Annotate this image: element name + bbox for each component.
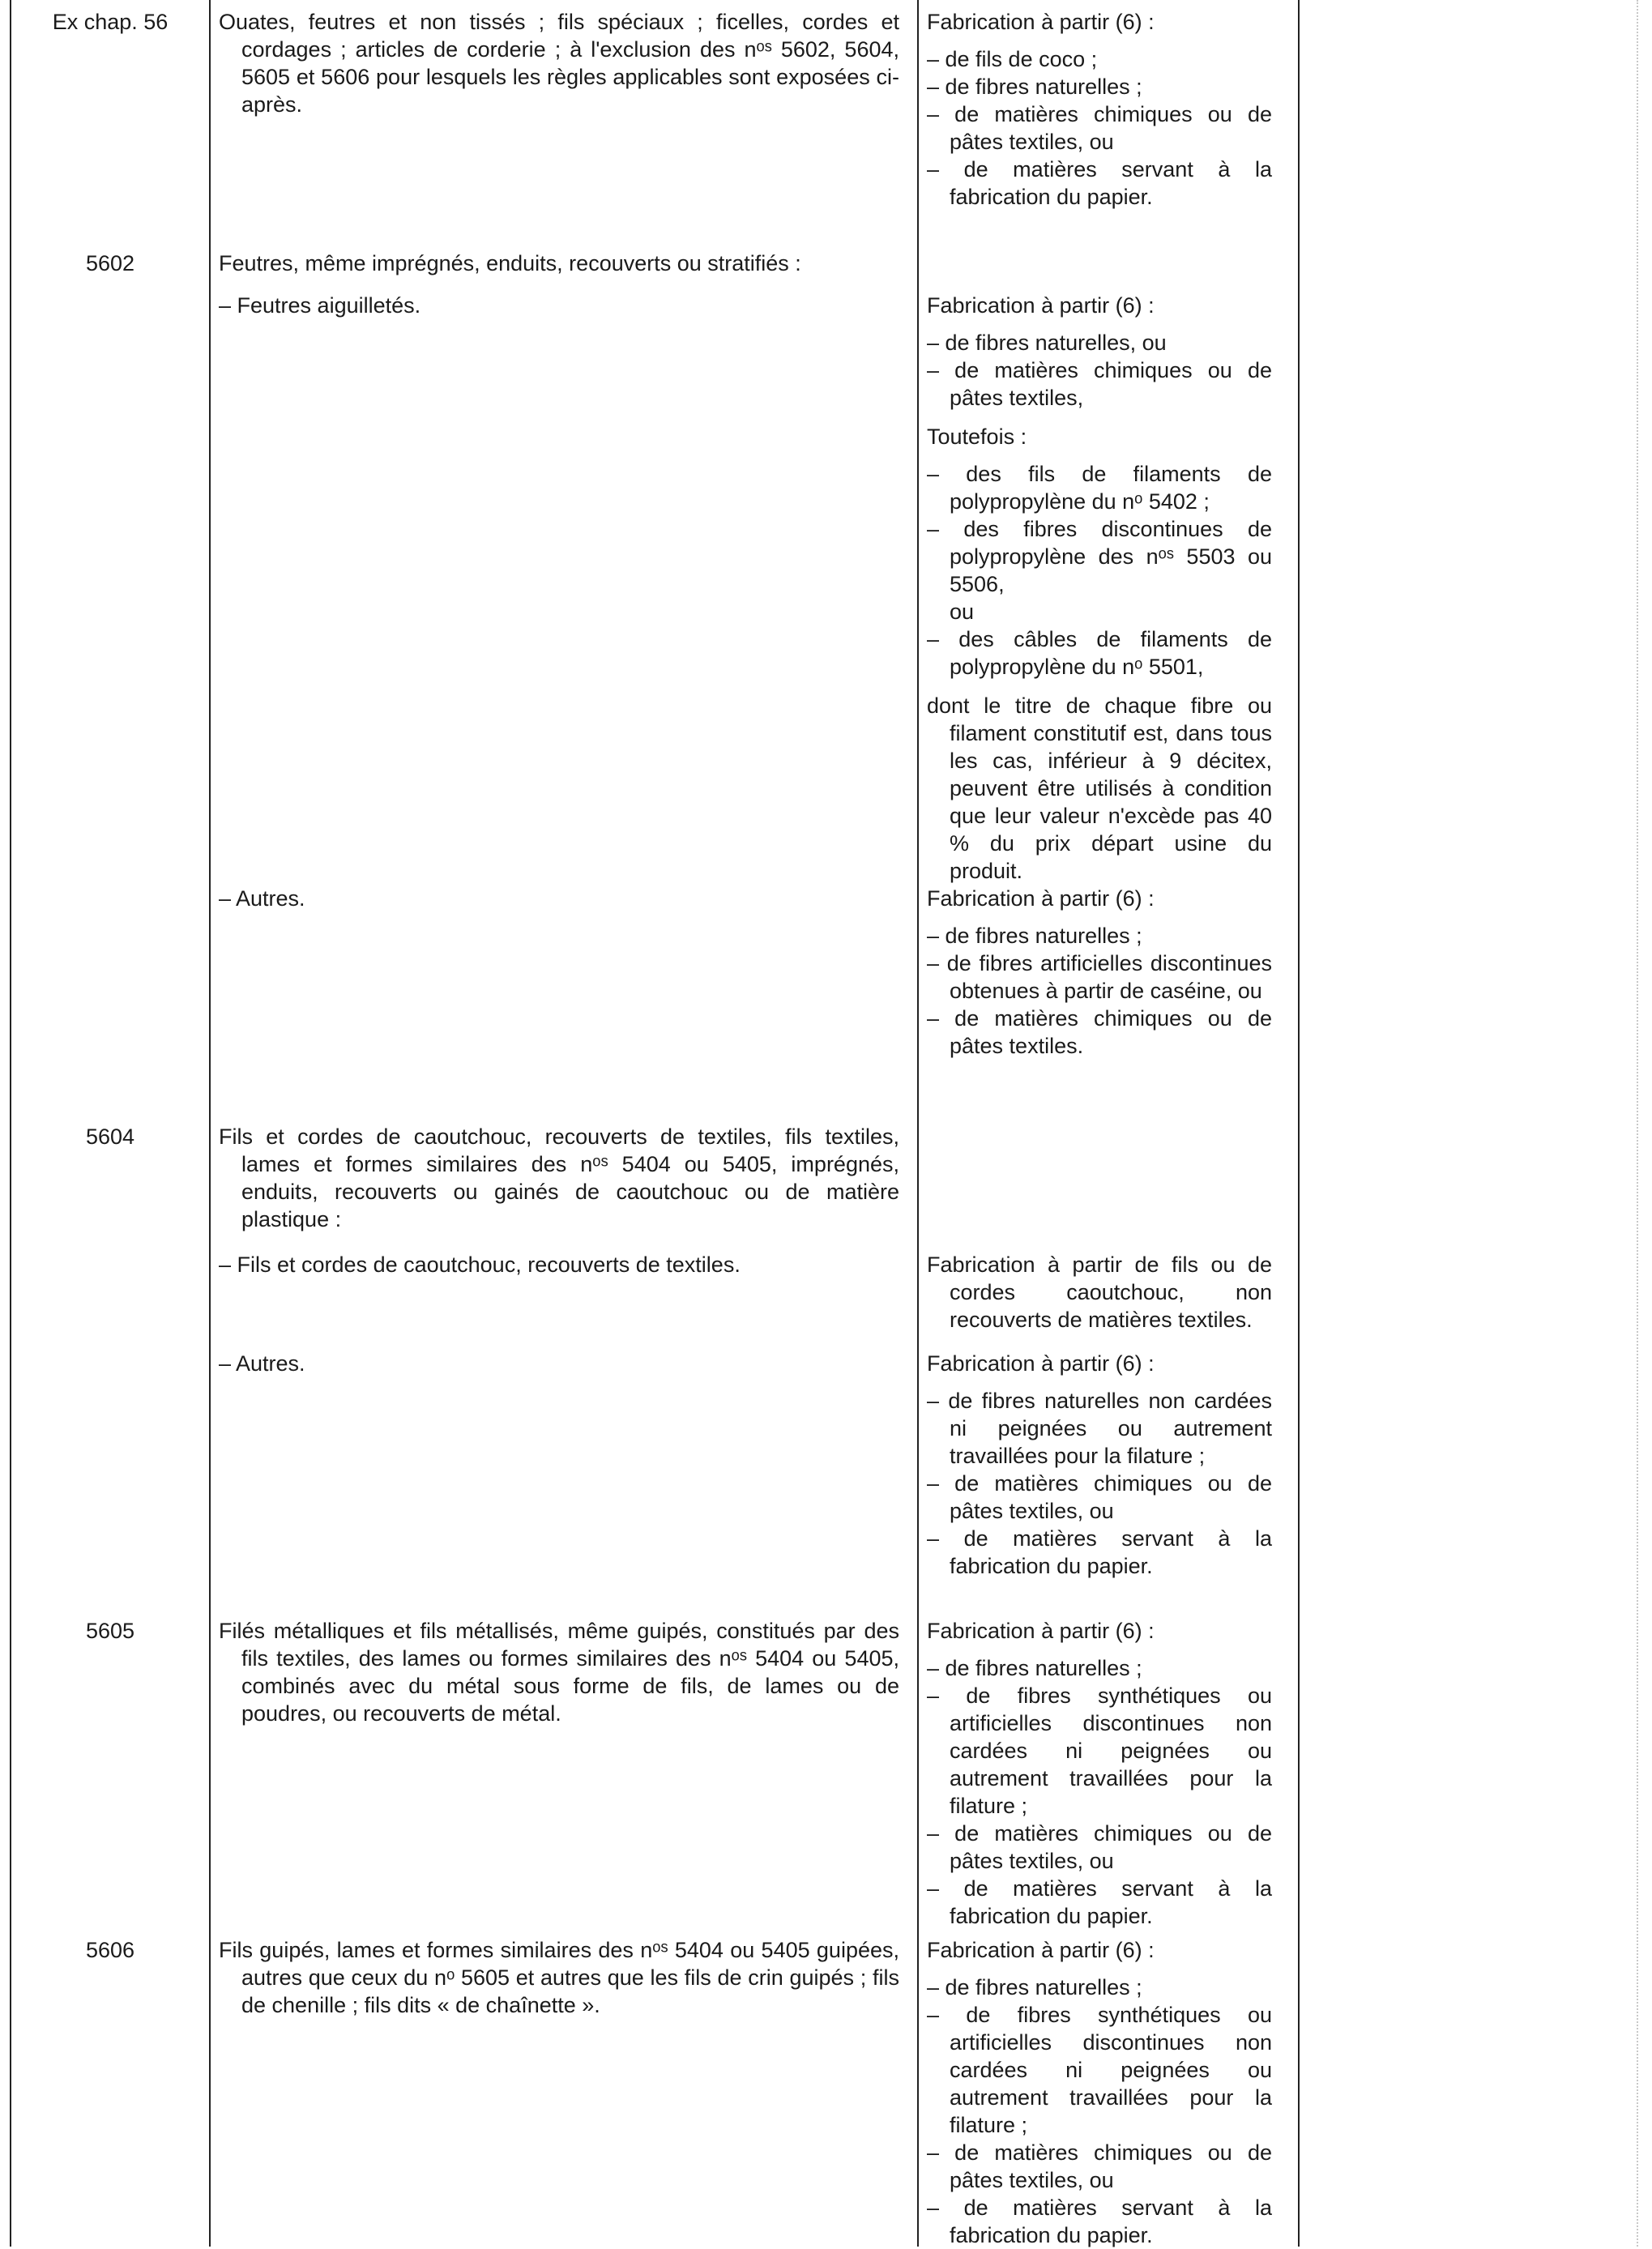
product-description [219,250,899,277]
description-text: Fils et cordes de caoutchouc, recouverts de textiles, fils textiles, lames et formes similaires des nᵒˢ 5404 ou 5405, imprégnés, enduits, recouverts ou gainés de caoutchouc ou de matière plastique : [219,1124,899,1231]
product-description [219,1617,899,1727]
rule-item: – de fibres naturelles ; [927,924,1142,948]
heading-code: Ex chap. 56 [52,10,169,34]
description-text: Filés métalliques et fils métallisés, même guipés, constitués par des fils textiles, des lames ou formes similaires des nᵒˢ 5404 ou 5405, combinés avec du métal sous forme de fils, de lames ou de poudres, ou recouverts de métal. [219,1619,899,1726]
rule-item: – de matières chimiques ou de pâtes textiles, ou [927,1471,1272,1523]
rule-condition: dont le titre de chaque fibre ou filament constitutif est, dans tous les cas, inférieur à 9 décitex, peuvent être utilisés à condition que leur valeur n'excède pas 40 % du prix départ usine du produit. [927,693,1272,883]
rule-heading: Fabrication à partir (6) : [927,1351,1155,1376]
product-description [219,1936,899,2019]
rule-item: – de fibres synthétiques ou artificielles discontinues non cardées ni peignées ou autrement travaillées pour la filature ; [927,1684,1272,1818]
product-description [219,8,899,118]
description-text: – Autres. [219,886,305,911]
table-right-border [1298,0,1300,2247]
rule-connector: ou [950,600,975,624]
origin-rule [927,8,1272,211]
rule-item: – des fils de filaments de polypropylène du nᵒ 5402 ; [927,462,1272,514]
rule-heading: Fabrication à partir (6) : [927,10,1155,34]
description-text: – Feutres aiguilletés. [219,293,421,318]
column-divider-code [209,0,211,2247]
rule-text: Fabrication à partir de fils ou de cordes caoutchouc, non recouverts de matières textiles. [927,1253,1272,1332]
rule-item: – de fibres naturelles ; [927,75,1142,99]
description-text: – Autres. [219,1351,305,1376]
origin-rule [927,1936,1272,2249]
rule-item: – de matières chimiques ou de pâtes textiles, ou [927,2140,1272,2192]
rule-item: – de fibres naturelles non cardées ni peignées ou autrement travaillées pour la filature ; [927,1389,1272,1468]
page-edge-mark [1637,0,1638,2247]
heading-code: 5604 [85,1124,135,1149]
product-description [219,1251,899,1278]
rule-item: – de matières servant à la fabrication du papier. [927,2196,1272,2247]
heading-code: 5602 [85,251,135,275]
rule-heading: Fabrication à partir (6) : [927,1619,1155,1643]
rule-item: – de fibres naturelles, ou [927,331,1167,355]
rule-item: – de fibres artificielles discontinues obtenues à partir de caséine, ou [927,951,1272,1003]
rule-heading: Fabrication à partir (6) : [927,1938,1155,1962]
product-description [219,1123,899,1233]
rule-item: – de matières servant à la fabrication du papier. [927,157,1272,209]
rule-item: – des fibres discontinues de polypropylène des nᵒˢ 5503 ou 5506, [927,517,1272,596]
column-divider-description [917,0,919,2247]
description-text: Feutres, même imprégnés, enduits, recouverts ou stratifiés : [219,251,801,275]
rule-item: – de matières chimiques ou de pâtes textiles, ou [927,1821,1272,1873]
rule-item: – de matières chimiques ou de pâtes textiles. [927,1006,1272,1058]
product-description [219,885,899,912]
origin-rule [927,1617,1272,1930]
origin-rule [927,1251,1272,1334]
rule-item: – de matières chimiques ou de pâtes textiles, [927,358,1272,410]
rule-item: – de matières chimiques ou de pâtes textiles, ou [927,102,1272,154]
description-text: – Fils et cordes de caoutchouc, recouverts de textiles. [219,1253,741,1277]
origin-rule [927,292,1272,885]
description-text: Fils guipés, lames et formes similaires des nᵒˢ 5404 ou 5405 guipées, autres que ceux du nᵒ 5605 et autres que les fils de crin guipés ; fils de chenille ; fils dits « de chaînette ». [219,1938,899,2017]
rule-heading: Fabrication à partir (6) : [927,886,1155,911]
description-text: Ouates, feutres et non tissés ; fils spéciaux ; ficelles, cordes et cordages ; articles de corderie ; à l'exclusion des nᵒˢ 5602, 5604, 5605 et 5606 pour lesquels les règles applicables sont exposées ci-après. [219,10,899,117]
rule-item: – de fibres synthétiques ou artificielles discontinues non cardées ni peignées ou autrement travaillées pour la filature ; [927,2003,1272,2137]
rule-item: – de fibres naturelles ; [927,1656,1142,1680]
heading-code: 5605 [85,1619,135,1643]
rule-item: – de matières servant à la fabrication du papier. [927,1526,1272,1578]
rule-item: – de fibres naturelles ; [927,1975,1142,1999]
origin-rule [927,885,1272,1060]
rule-exception-heading: Toutefois : [927,425,1027,449]
heading-code: 5606 [85,1938,135,1962]
origin-rule [927,1350,1272,1580]
product-description [219,1350,899,1377]
rule-item: – de matières servant à la fabrication du papier. [927,1876,1272,1928]
rule-item: – des câbles de filaments de polypropylène du nᵒ 5501, [927,627,1272,679]
rule-heading: Fabrication à partir (6) : [927,293,1155,318]
rule-item: – de fils de coco ; [927,47,1098,71]
product-description [219,292,899,319]
